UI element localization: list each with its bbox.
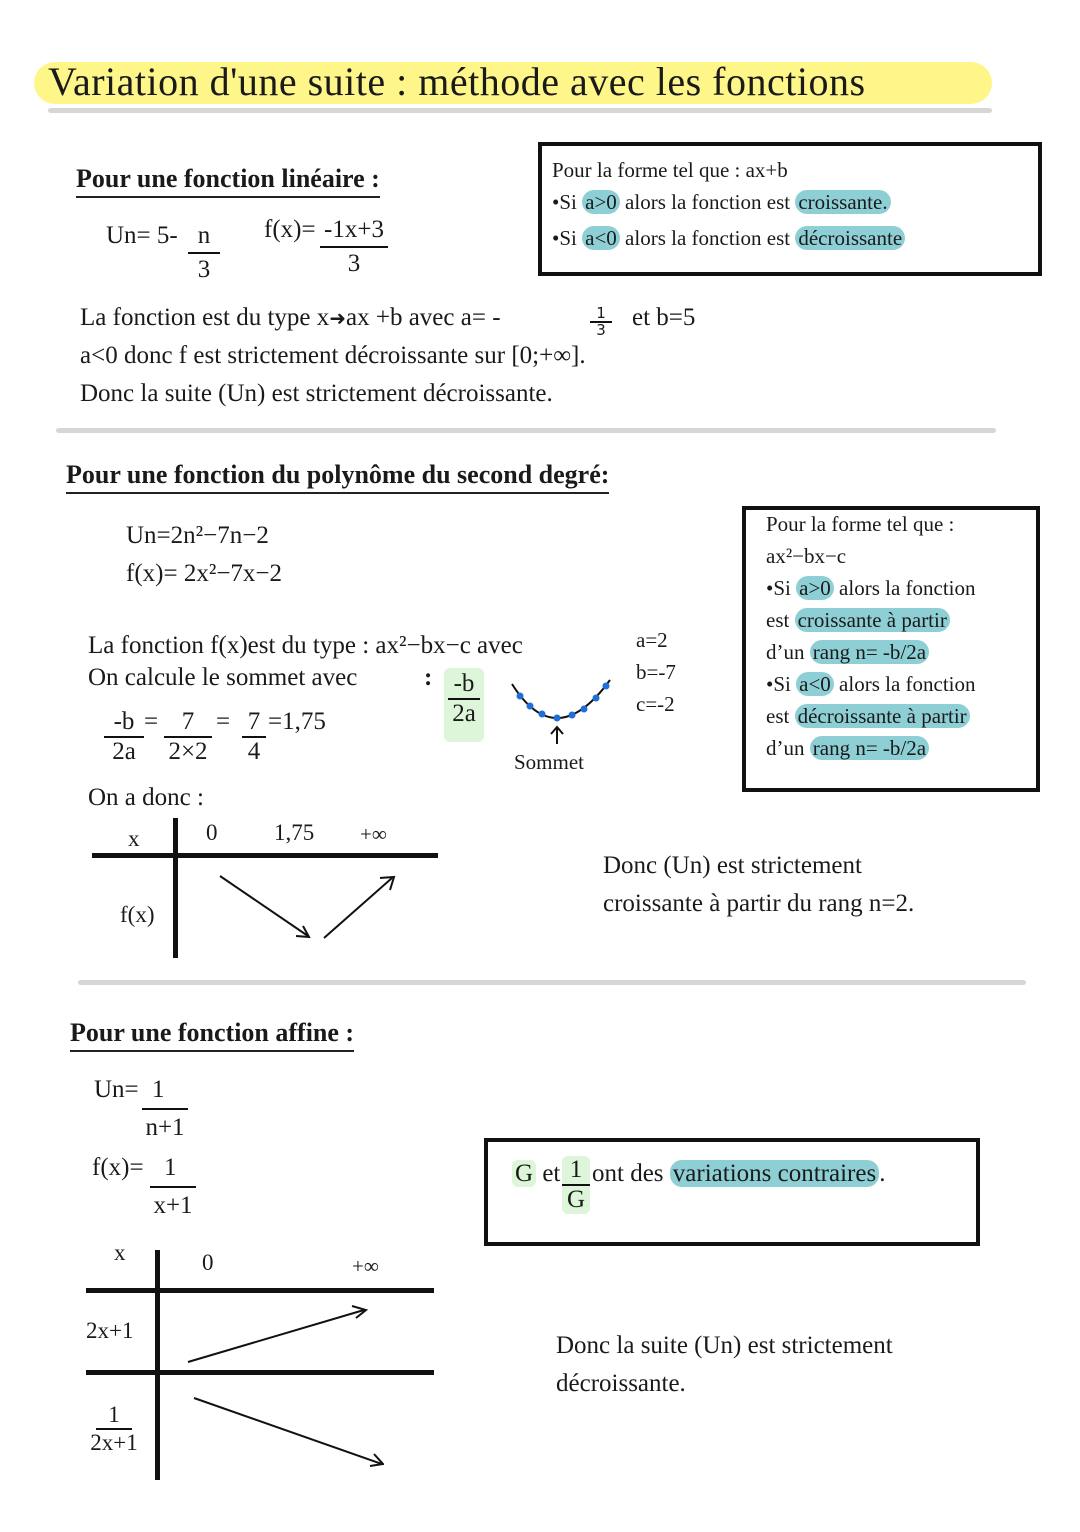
un-affine-fraction: 1 n+1 (142, 1076, 188, 1142)
parabola-dots (517, 683, 610, 722)
conclusion-second-2: croissante à partir du rang n=2. (603, 890, 915, 917)
box2-line-5: d’un rang n= -b/2a (766, 640, 929, 665)
un-numerator: n (188, 222, 220, 254)
table-value-0: 0 (206, 820, 218, 845)
box-line-2: •Si a>0 alors la fonction est croissante. (552, 190, 891, 215)
divider (78, 980, 1026, 985)
highlight-variations-contraires: variations contraires (670, 1160, 879, 1187)
highlight-a-positive: a>0 (582, 190, 620, 214)
table2-value-0: 0 (202, 1250, 214, 1275)
coef-a: a=2 (636, 628, 668, 652)
table2-value-infinity: +∞ (352, 1254, 379, 1278)
fx-denominator: 3 (347, 250, 361, 277)
sommet-line: On calcule le sommet avec (88, 664, 358, 691)
table-horizontal-line (92, 853, 438, 858)
box2-line-6: •Si a<0 alors la fonction (766, 672, 976, 696)
fx-prefix: f(x)= (264, 216, 316, 243)
calc-frac-2: 7 2×2 (164, 708, 212, 766)
box2-line-2: ax²−bx−c (766, 544, 847, 568)
paragraph-type: La fonction est du type x➜ax +b avec a= - (80, 304, 501, 331)
table2-horizontal-line-1 (86, 1288, 434, 1293)
calc-frac-1: -b 2a (104, 708, 144, 766)
paragraph-decreasing: a<0 donc f est strictement décroissante sur [0;+∞]. (80, 342, 586, 369)
variation-arrows (214, 870, 404, 942)
divider (48, 108, 992, 113)
calc-result: =1,75 (268, 708, 326, 735)
table-fx-label: f(x) (120, 902, 155, 927)
on-a-donc: On a donc : (88, 784, 204, 811)
box-line-1: Pour la forme tel que : ax+b (552, 158, 788, 182)
conclusion-affine-2: décroissante. (556, 1370, 686, 1397)
conclusion-affine-1: Donc la suite (Un) est strictement (556, 1332, 893, 1359)
equals-sign: = (216, 708, 231, 735)
highlight-decroissante: décroissante (795, 226, 905, 250)
a-fraction: 1 3 (590, 306, 612, 338)
box2-line-1: Pour la forme tel que : (766, 512, 955, 536)
un-affine-prefix: Un= (94, 1076, 139, 1103)
paragraph-conclusion: Donc la suite (Un) est strictement décroissante. (80, 380, 553, 407)
page-title: Variation d'une suite : méthode avec les fonctions (48, 59, 866, 104)
section-heading-lineaire: Pour une fonction linéaire : (76, 164, 380, 198)
table2-row2-label: 1 2x+1 (90, 1402, 138, 1455)
calc-frac-3: 7 4 (242, 708, 266, 766)
table2-x-label: x (114, 1240, 126, 1265)
section-heading-affine: Pour une fonction affine : (70, 1018, 354, 1052)
table-vertical-line (173, 818, 178, 958)
equals-sign: = (144, 708, 159, 735)
box3-text: G et (512, 1160, 560, 1188)
fx-fraction (320, 216, 388, 278)
table-value-vertex: 1,75 (274, 820, 315, 845)
un-polynomial: Un=2n²−7n−2 (126, 522, 269, 549)
g-symbol: G (512, 1160, 536, 1187)
parabola-sketch (506, 674, 616, 746)
fx-affine-prefix: f(x)= (92, 1154, 144, 1181)
arrow-icon: ➜ (329, 308, 347, 330)
table-x-label: x (128, 826, 140, 851)
table-value-infinity: +∞ (360, 822, 387, 846)
box2-line-3: •Si a>0 alors la fonction (766, 576, 976, 600)
b-value: et b=5 (632, 304, 696, 331)
type-line: La fonction f(x)est du type : ax²−bx−c avec (88, 632, 523, 659)
un-denominator: 3 (197, 256, 211, 283)
fx-numerator: -1x+3 (320, 216, 388, 248)
highlight-croissante: croissante. (795, 190, 890, 214)
table2-row1-label: 2x+1 (86, 1318, 134, 1343)
sommet-label: Sommet (514, 750, 585, 774)
rule-box-affine (484, 1138, 980, 1246)
divider (56, 428, 996, 433)
variation-arrows-affine (184, 1302, 384, 1472)
coef-b: b=-7 (636, 660, 676, 684)
coef-c: c=-2 (636, 692, 675, 716)
box2-line-8: d’un rang n= -b/2a (766, 736, 929, 761)
box3-text-end: ont des variations contraires . (592, 1160, 886, 1187)
vertex-formula: -b 2a (444, 668, 484, 742)
un-fraction (188, 222, 220, 284)
table2-vertical-line (155, 1250, 160, 1480)
colon: : (424, 664, 433, 691)
box-line-3: •Si a<0 alors la fonction est décroissante (552, 226, 905, 251)
section-heading-second-degre: Pour une fonction du polynôme du second degré: (66, 460, 609, 494)
fx-polynomial: f(x)= 2x²−7x−2 (126, 560, 283, 587)
inverse-g-fraction: 1 G (562, 1156, 590, 1214)
conclusion-second-1: Donc (Un) est strictement (603, 852, 862, 879)
highlight-a-negative: a<0 (582, 226, 620, 250)
box2-line-7: est décroissante à partir (766, 704, 970, 729)
un-prefix: Un= 5- (106, 222, 178, 249)
un-expression (106, 222, 178, 250)
box2-line-4: est croissante à partir (766, 608, 950, 633)
fx-affine-fraction: 1 x+1 (150, 1154, 196, 1220)
